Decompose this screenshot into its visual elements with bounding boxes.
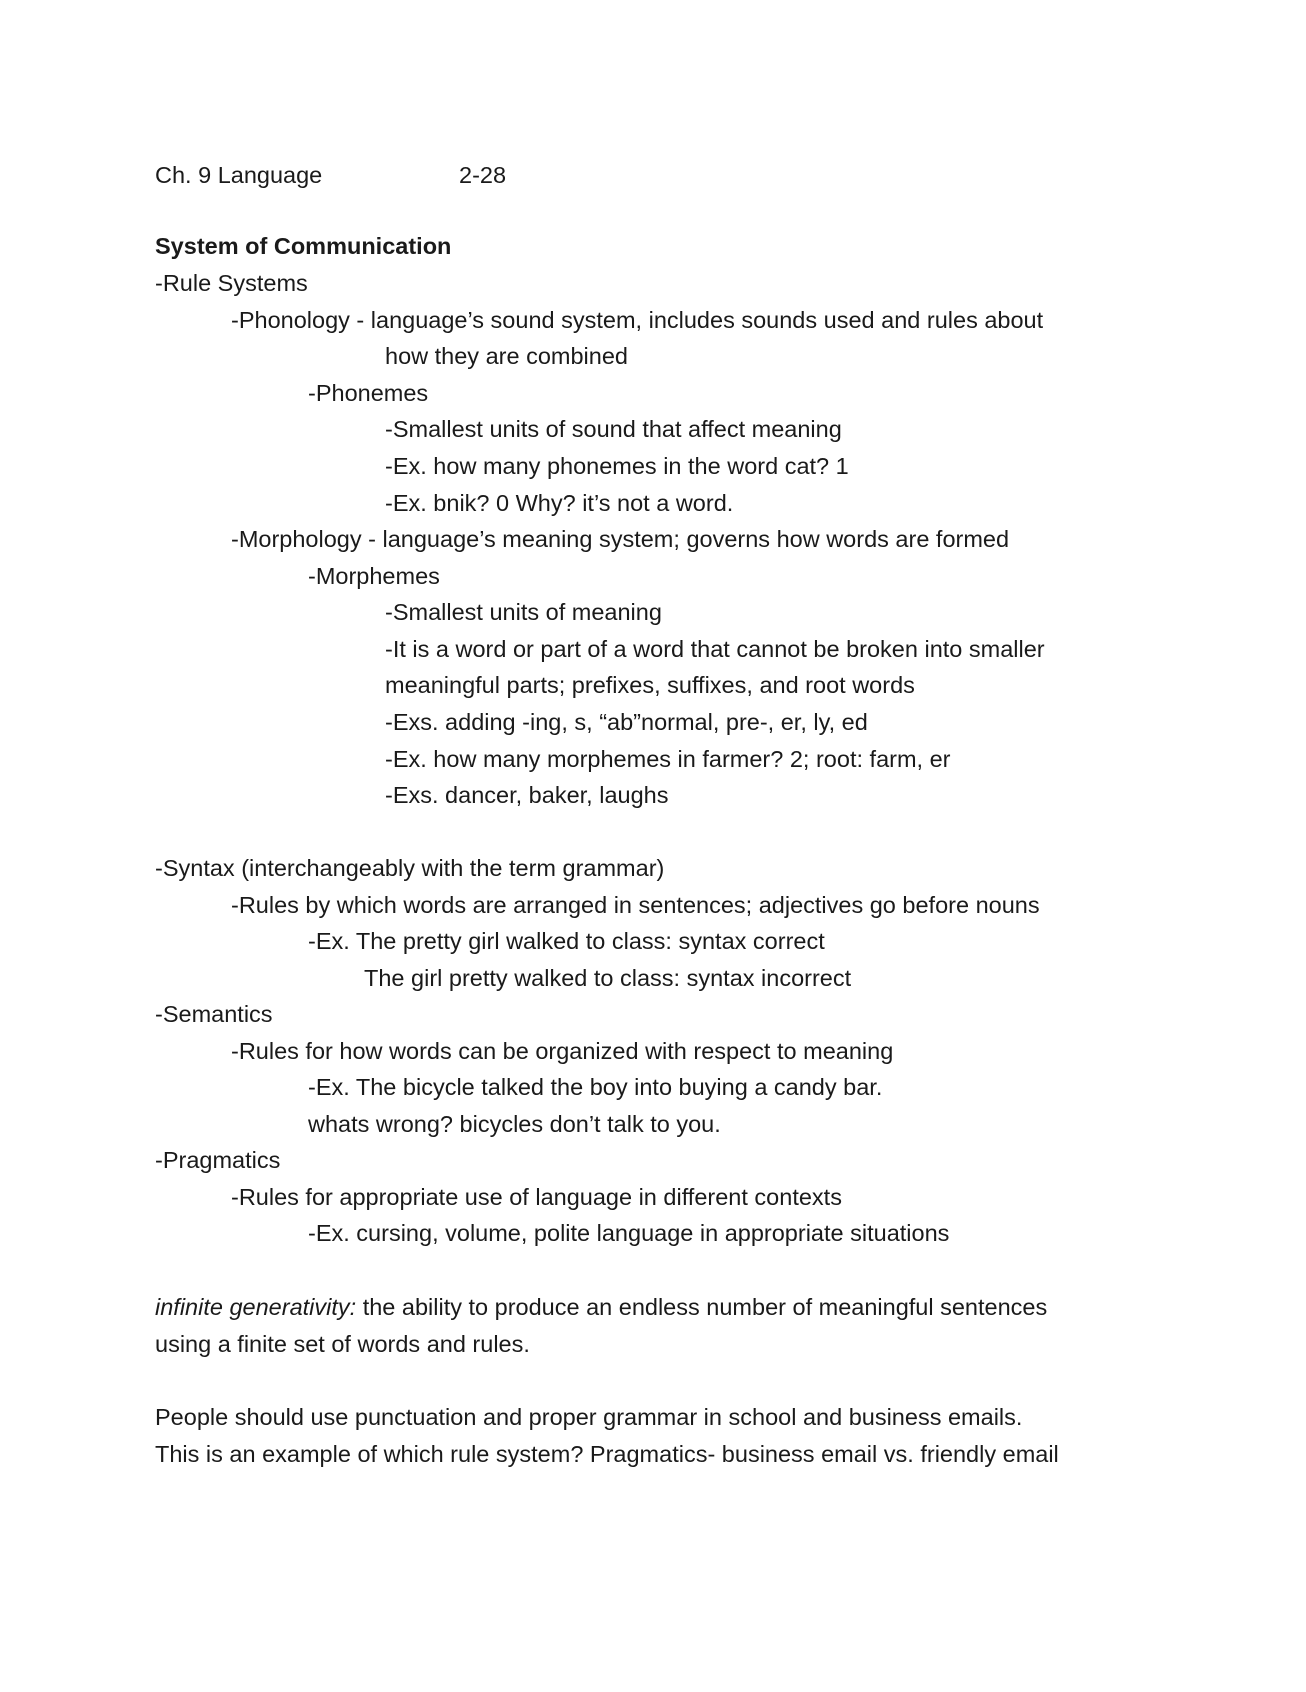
phonemes-heading: -Phonemes	[308, 380, 429, 406]
syntax-rule: -Rules by which words are arranged in sentences; adjectives go before nouns	[231, 892, 1040, 918]
phonology-line-2: how they are combined	[385, 343, 628, 369]
syntax-example: -Ex. The pretty girl walked to class: syntax correct	[308, 928, 825, 954]
syntax-heading: -Syntax (interchangeably with the term grammar)	[155, 855, 665, 881]
phonemes-item: -Smallest units of sound that affect meaning	[385, 416, 842, 442]
chapter-title: Ch. 9 Language	[155, 162, 323, 188]
rule-systems-heading: -Rule Systems	[155, 270, 308, 296]
phonemes-item: -Ex. bnik? 0 Why? it’s not a word.	[385, 490, 734, 516]
pragmatics-example: -Ex. cursing, volume, polite language in appropriate situations	[308, 1220, 950, 1246]
semantics-example: whats wrong? bicycles don’t talk to you.	[308, 1111, 721, 1137]
morphemes-item: -Exs. dancer, baker, laughs	[385, 782, 669, 808]
morphemes-item: -Ex. how many morphemes in farmer? 2; root: farm, er	[385, 746, 951, 772]
semantics-rule: -Rules for how words can be organized with respect to meaning	[231, 1038, 894, 1064]
morphemes-item: meaningful parts; prefixes, suffixes, and root words	[385, 672, 915, 698]
phonemes-item: -Ex. how many phonemes in the word cat? 1	[385, 453, 849, 479]
morphemes-heading: -Morphemes	[308, 563, 440, 589]
pragmatics-heading: -Pragmatics	[155, 1147, 281, 1173]
morphemes-item: -Exs. adding -ing, s, “ab”normal, pre-, er, ly, ed	[385, 709, 868, 735]
phonology-line-1: -Phonology - language’s sound system, includes sounds used and rules about	[231, 307, 1044, 333]
semantics-example: -Ex. The bicycle talked the boy into buying a candy bar.	[308, 1074, 883, 1100]
morphology-line: -Morphology - language’s meaning system; governs how words are formed	[231, 526, 1010, 552]
note-date: 2-28	[459, 162, 507, 188]
generativity-line-2: using a finite set of words and rules.	[155, 1331, 530, 1357]
generativity-term: infinite generativity:	[155, 1294, 357, 1320]
question-line-1: People should use punctuation and proper grammar in school and business emails.	[155, 1404, 1023, 1430]
section-title: System of Communication	[155, 233, 452, 259]
syntax-example: The girl pretty walked to class: syntax incorrect	[364, 965, 852, 991]
semantics-heading: -Semantics	[155, 1001, 273, 1027]
question-line-2: This is an example of which rule system? Pragmatics- business email vs. friendly email	[155, 1441, 1059, 1467]
pragmatics-rule: -Rules for appropriate use of language in different contexts	[231, 1184, 842, 1210]
morphemes-item: -It is a word or part of a word that cannot be broken into smaller	[385, 636, 1045, 662]
generativity-line-1	[155, 1292, 1047, 1322]
generativity-definition: the ability to produce an endless number of meaningful sentences	[356, 1294, 1048, 1320]
morphemes-item: -Smallest units of meaning	[385, 599, 662, 625]
